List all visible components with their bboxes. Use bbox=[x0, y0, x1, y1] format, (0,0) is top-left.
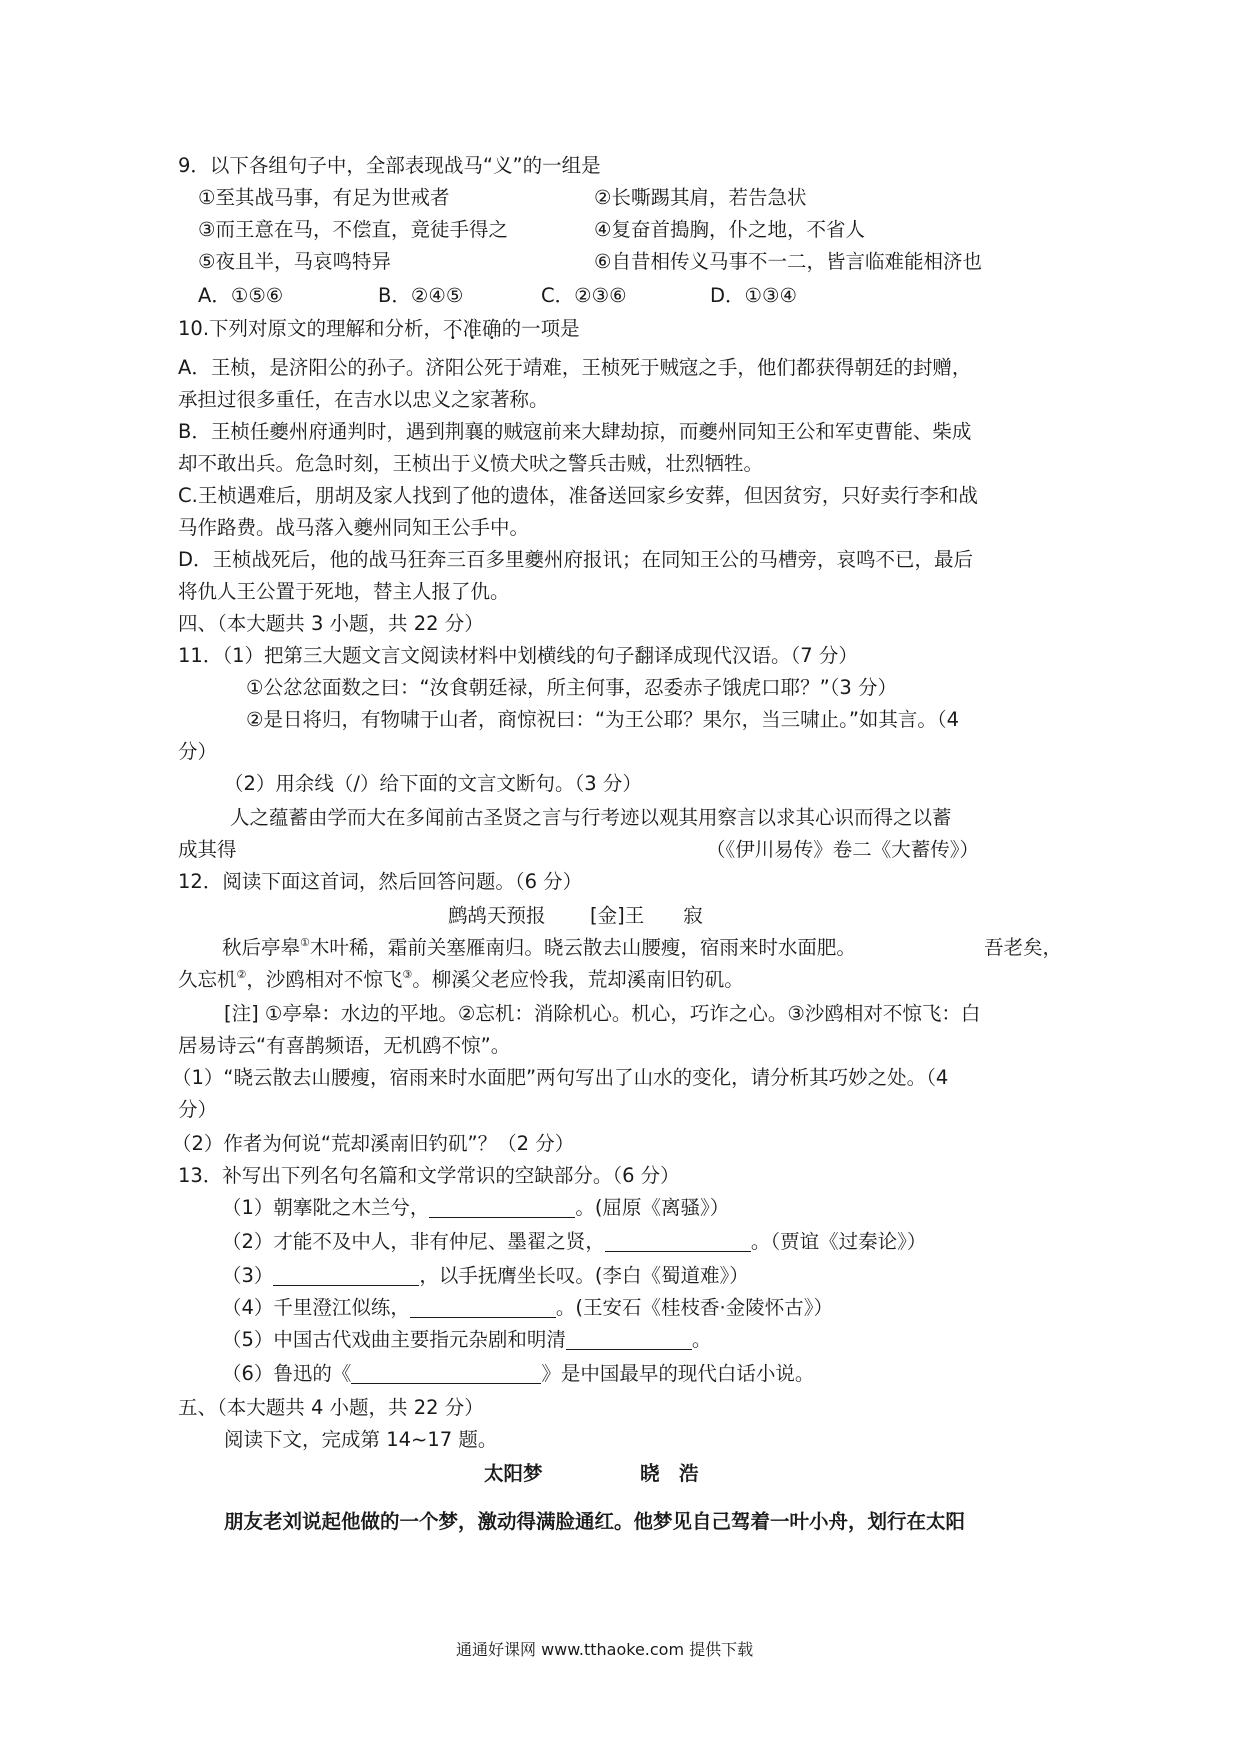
q10-option-a-line2: 承担过很多重任，在吉水以忠义之家著称。 bbox=[178, 388, 549, 411]
q13-item-5 bbox=[222, 1326, 711, 1354]
emphasis-char: 不 bbox=[443, 317, 463, 340]
q10-stem-post: 的一项是 bbox=[501, 317, 580, 340]
q10-option-c-line2: 马作路费。战马落入夔州同知王公手中。 bbox=[178, 516, 530, 539]
footnote-marker: ① bbox=[300, 936, 310, 949]
section-4-heading: 四、（本大题共 3 小题，共 22 分） bbox=[178, 612, 484, 635]
poem-title: 鹧鸪天预报 bbox=[448, 904, 546, 927]
emphasis-char: 确 bbox=[482, 317, 502, 340]
answer-blank[interactable] bbox=[410, 1295, 556, 1318]
answer-blank[interactable] bbox=[605, 1229, 751, 1252]
q13-item-2 bbox=[222, 1228, 926, 1256]
q11-passage-line2: 成其得 bbox=[178, 838, 237, 861]
q10-option-c-line1: C.王桢遇难后，朋胡及家人找到了他的遗体，准备送回家乡安葬，但因贫穷，只好卖行李和战 bbox=[178, 484, 978, 507]
q13-text: （4）千里澄江似练， bbox=[222, 1296, 410, 1319]
answer-blank[interactable] bbox=[429, 1195, 575, 1218]
q12-sub-1-cont: 分） bbox=[178, 1098, 218, 1121]
q13-text: （1）朝搴阰之木兰兮， bbox=[222, 1196, 430, 1219]
q9-item-6: ⑥自昔相传义马事不一二，皆言临难能相济也 bbox=[594, 250, 982, 273]
q13-item-1 bbox=[222, 1194, 729, 1222]
page-footer: 通通好课网 www.tthaoke.com 提供下载 bbox=[456, 1640, 754, 1659]
q13-text: （2）才能不及中人，非有仲尼、墨翟之贤， bbox=[222, 1230, 605, 1253]
q11-sentence-2: ②是日将归，有物啸于山者，商惊祝曰：“为王公耶？果尔，当三啸止。”如其言。（4 bbox=[246, 708, 960, 731]
q10-option-b-line2: 却不敢出兵。危急时刻，王桢出于义愤犬吠之警兵击贼，壮烈牺牲。 bbox=[178, 452, 764, 475]
footnote-marker: ② bbox=[236, 968, 247, 981]
q9-item-1: ①至其战马事，有足为世戒者 bbox=[198, 186, 450, 209]
q11-sentence-2-cont: 分） bbox=[178, 740, 218, 763]
poem-text: 久忘机 bbox=[178, 968, 237, 991]
article-paragraph-1: 朋友老刘说起他做的一个梦，激动得满脸通红。他梦见自己驾着一叶小舟，划行在太阳 bbox=[224, 1510, 966, 1533]
q13-text: （5）中国古代戏曲主要指元杂剧和明清 bbox=[222, 1328, 566, 1351]
q13-text: （3） bbox=[222, 1264, 274, 1287]
q13-item-4 bbox=[222, 1294, 833, 1322]
poem-text: 木叶稀，霜前关塞雁南归。晓云散去山腰瘦，宿雨来时水面肥。 bbox=[309, 936, 856, 959]
article-title: 太阳梦 bbox=[484, 1462, 543, 1485]
section-5-intro: 阅读下文，完成第 14~17 题。 bbox=[224, 1428, 498, 1451]
q9-item-4: ④复奋首搗胸，仆之地，不省人 bbox=[594, 218, 865, 241]
footnote-marker: ③ bbox=[402, 968, 413, 981]
poem-text: 秋后亭皋 bbox=[222, 936, 301, 959]
q10-option-a-line1: A．王桢，是济阳公的孙子。济阳公死于靖难，王桢死于贼寇之手，他们都获得朝廷的封赠， bbox=[178, 356, 972, 379]
poem-text: 。柳溪父老应怜我，荒却溪南旧钓矶。 bbox=[412, 968, 744, 991]
poem-text: ，沙鸥相对不惊飞 bbox=[246, 968, 403, 991]
q12-sub-2: （2）作者为何说“荒却溪南旧钓矶”？（2 分） bbox=[172, 1132, 575, 1155]
poem-line-1-end: 吾老矣， bbox=[984, 936, 1063, 959]
poem-note-1: [注] ①亭皋：水边的平地。②忘机：消除机心。机心，巧诈之心。③沙鸥相对不惊飞：白 bbox=[224, 1002, 981, 1025]
q11-sentence-1: ①公忿忿面数之曰：“汝食朝廷禄，所主何事，忍委赤子饿虎口耶？”（3 分） bbox=[246, 676, 898, 699]
q10-stem-pre: 10.下列对原文的理解和分析， bbox=[178, 317, 444, 340]
q11-part-2: （2）用余线（/）给下面的文言文断句。（3 分） bbox=[224, 772, 642, 795]
q9-option-c: C．②③⑥ bbox=[541, 284, 627, 307]
q13-text: ，以手抚膺坐长叹。(李白《蜀道难》） bbox=[419, 1264, 749, 1287]
q12-stem: 12．阅读下面这首词，然后回答问题。（6 分） bbox=[178, 870, 583, 893]
q10-option-b-line1: B．王桢任夔州府通判时，遇到荆襄的贼寇前来大肆劫掠，而夔州同知王公和军吏曹能、柴成 bbox=[178, 420, 972, 443]
q13-item-6 bbox=[222, 1360, 814, 1388]
answer-blank[interactable] bbox=[351, 1361, 541, 1384]
q9-option-a: A．①⑤⑥ bbox=[198, 284, 284, 307]
q9-item-5: ⑤夜且半，马哀鸣特异 bbox=[198, 250, 391, 273]
q13-text: 。 bbox=[691, 1328, 712, 1351]
q10-option-d-line2: 将仇人王公置于死地，替主人报了仇。 bbox=[178, 580, 510, 603]
poem-author: [金]王 寂 bbox=[590, 904, 703, 927]
q9-item-2: ②长嘶踢其肩，若告急状 bbox=[594, 186, 807, 209]
section-5-heading: 五、（本大题共 4 小题，共 22 分） bbox=[178, 1396, 484, 1419]
q9-option-d: D．①③④ bbox=[710, 284, 797, 307]
q11-stem: 11．（1）把第三大题文言文阅读材料中划横线的句子翻译成现代汉语。（7 分） bbox=[178, 644, 858, 667]
q13-text: 。(王安石《桂枝香·金陵怀古》） bbox=[555, 1296, 833, 1319]
poem-line-1 bbox=[222, 934, 856, 962]
q11-source: （《伊川易传》卷二《大蓄传》） bbox=[706, 838, 980, 861]
q10-option-d-line1: D．王桢战死后，他的战马狂奔三百多里夔州府报讯；在同知王公的马槽旁，哀鸣不已，最后 bbox=[178, 548, 974, 571]
answer-blank[interactable] bbox=[273, 1263, 419, 1286]
q13-text: 》是中国最早的现代白话小说。 bbox=[541, 1362, 815, 1385]
article-author: 晓 浩 bbox=[640, 1462, 699, 1485]
q13-text: 。（贾谊《过秦论》） bbox=[750, 1230, 927, 1253]
poem-line-2 bbox=[178, 966, 744, 994]
emphasis-char: 准 bbox=[462, 317, 483, 340]
q10-stem bbox=[178, 315, 580, 343]
answer-blank[interactable] bbox=[566, 1327, 692, 1350]
q9-item-3: ③而王意在马，不偿直，竟徒手得之 bbox=[198, 218, 508, 241]
q12-sub-1: （1）“晓云散去山腰瘦，宿雨来时水面肥”两句写出了山水的变化，请分析其巧妙之处。（4 bbox=[172, 1066, 949, 1089]
q9-option-b: B．②④⑤ bbox=[378, 284, 464, 307]
q11-passage-line1: 人之蕴蓄由学而大在多闻前古圣贤之言与行考迹以观其用察言以求其心识而得之以蓄 bbox=[230, 806, 952, 829]
poem-note-2: 居易诗云“有喜鹊频语，无机鸥不惊”。 bbox=[178, 1034, 511, 1057]
q13-text: （6）鲁迅的《 bbox=[222, 1362, 352, 1385]
q13-text: 。(屈原《离骚》） bbox=[575, 1196, 730, 1219]
q13-item-3 bbox=[222, 1262, 749, 1290]
q13-stem: 13．补写出下列名句名篇和文学常识的空缺部分。（6 分） bbox=[178, 1164, 680, 1187]
q9-stem: 9．以下各组句子中，全部表现战马“义”的一组是 bbox=[178, 154, 601, 177]
